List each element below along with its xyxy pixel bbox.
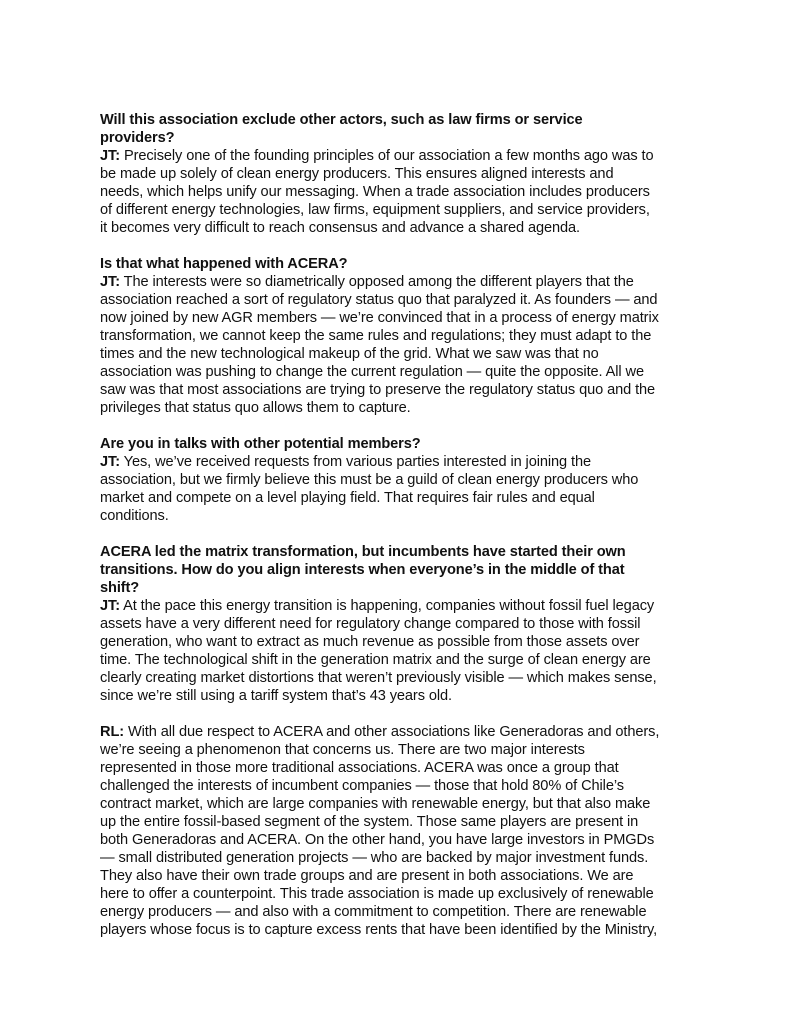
answer-line: energy producers — and also with a commitment to competition. There are renewable <box>100 904 647 920</box>
answer-line: needs, which helps unify our messaging. When a trade association includes producers <box>100 184 650 200</box>
interview-question <box>100 435 740 453</box>
answer-line: time. The technological shift in the generation matrix and the surge of clean energy are <box>100 652 651 668</box>
qa-section <box>100 111 740 237</box>
answer-line: They also have their own trade groups and are present in both associations. We are <box>100 868 634 884</box>
answer-text: With all due respect to ACERA and other associations like Generadoras and others, <box>124 724 660 740</box>
answer-line: challenged the interests of incumbent companies — those that hold 80% of Chile’s <box>100 778 624 794</box>
answer-line: association was pushing to change the current regulation — quite the opposite. All we <box>100 364 644 380</box>
answer-line: we’re seeing a phenomenon that concerns us. There are two major interests <box>100 742 585 758</box>
answer-line: conditions. <box>100 508 169 524</box>
qa-section <box>100 723 740 939</box>
answer-line <box>100 723 740 741</box>
answer-line: it becomes very difficult to reach consensus and advance a shared agenda. <box>100 220 581 236</box>
answer-line: transformation, we cannot keep the same rules and regulations; they must adapt to the <box>100 328 652 344</box>
answer-line: association, but we firmly believe this must be a guild of clean energy producers who <box>100 472 639 488</box>
question-line: providers? <box>100 130 175 146</box>
answer-line: both Generadoras and ACERA. On the other hand, you have large investors in PMGDs <box>100 832 655 848</box>
answer-text: Yes, we’ve received requests from various parties interested in joining the <box>119 454 591 470</box>
answer-line: since we’re still using a tariff system that’s 43 years old. <box>100 688 452 704</box>
question-line: Is that what happened with ACERA? <box>100 256 348 272</box>
answer-line <box>100 147 740 165</box>
interview-question <box>100 111 740 147</box>
answer-line: of different energy technologies, law firms, equipment suppliers, and service providers, <box>100 202 650 218</box>
answer-text: The interests were so diametrically opposed among the different players that the <box>119 274 634 290</box>
answer-line: represented in those more traditional associations. ACERA was once a group that <box>100 760 619 776</box>
answer-line: association reached a sort of regulatory status quo that paralyzed it. As founders — and <box>100 292 658 308</box>
answer-line: contract market, which are large companies with renewable energy, but that also make <box>100 796 651 812</box>
interview-answer <box>100 273 740 417</box>
qa-section <box>100 255 740 417</box>
speaker-label: RL: <box>100 724 125 740</box>
answer-line <box>100 273 740 291</box>
speaker-label: JT: <box>100 148 120 164</box>
interview-answer <box>100 723 740 939</box>
interview-answer <box>100 597 740 705</box>
interview-answer <box>100 147 740 237</box>
answer-line <box>100 597 740 615</box>
speaker-label: JT: <box>100 274 120 290</box>
interview-question <box>100 255 740 273</box>
answer-line: — small distributed generation projects — who are backed by major investment funds. <box>100 850 649 866</box>
answer-text: At the pace this energy transition is happening, companies without fossil fuel legacy <box>119 598 655 614</box>
qa-section <box>100 543 740 705</box>
question-line: Are you in talks with other potential members? <box>100 436 421 452</box>
answer-text: Precisely one of the founding principles of our association a few months ago was to <box>119 148 654 164</box>
answer-line: market and compete on a level playing field. That requires fair rules and equal <box>100 490 595 506</box>
speaker-label: JT: <box>100 454 120 470</box>
document-page <box>100 111 740 957</box>
answer-line: be made up solely of clean energy producers. This ensures aligned interests and <box>100 166 614 182</box>
answer-line <box>100 453 740 471</box>
question-line: Will this association exclude other actors, such as law firms or service <box>100 112 583 128</box>
answer-line: clearly creating market distortions that weren’t previously visible — which makes sense, <box>100 670 657 686</box>
interview-question <box>100 543 740 597</box>
qa-section <box>100 435 740 525</box>
answer-line: privileges that status quo allows them to capture. <box>100 400 411 416</box>
answer-line: here to offer a counterpoint. This trade association is made up exclusively of renewable <box>100 886 654 902</box>
question-line: transitions. How do you align interests when everyone’s in the middle of that <box>100 562 625 578</box>
answer-line: saw was that most associations are trying to preserve the regulatory status quo and the <box>100 382 656 398</box>
speaker-label: JT: <box>100 598 120 614</box>
answer-line: now joined by new AGR members — we’re convinced that in a process of energy matrix <box>100 310 659 326</box>
interview-answer <box>100 453 740 525</box>
answer-line: assets have a very different need for regulatory change compared to those with fossil <box>100 616 641 632</box>
answer-line: generation, who want to extract as much revenue as possible from those assets over <box>100 634 640 650</box>
question-line: shift? <box>100 580 140 596</box>
answer-line: up the entire fossil-based segment of the system. Those same players are present in <box>100 814 639 830</box>
answer-line: players whose focus is to capture excess rents that have been identified by the Ministry, <box>100 922 658 938</box>
question-line: ACERA led the matrix transformation, but incumbents have started their own <box>100 544 626 560</box>
answer-line: times and the new technological makeup of the grid. What we saw was that no <box>100 346 599 362</box>
